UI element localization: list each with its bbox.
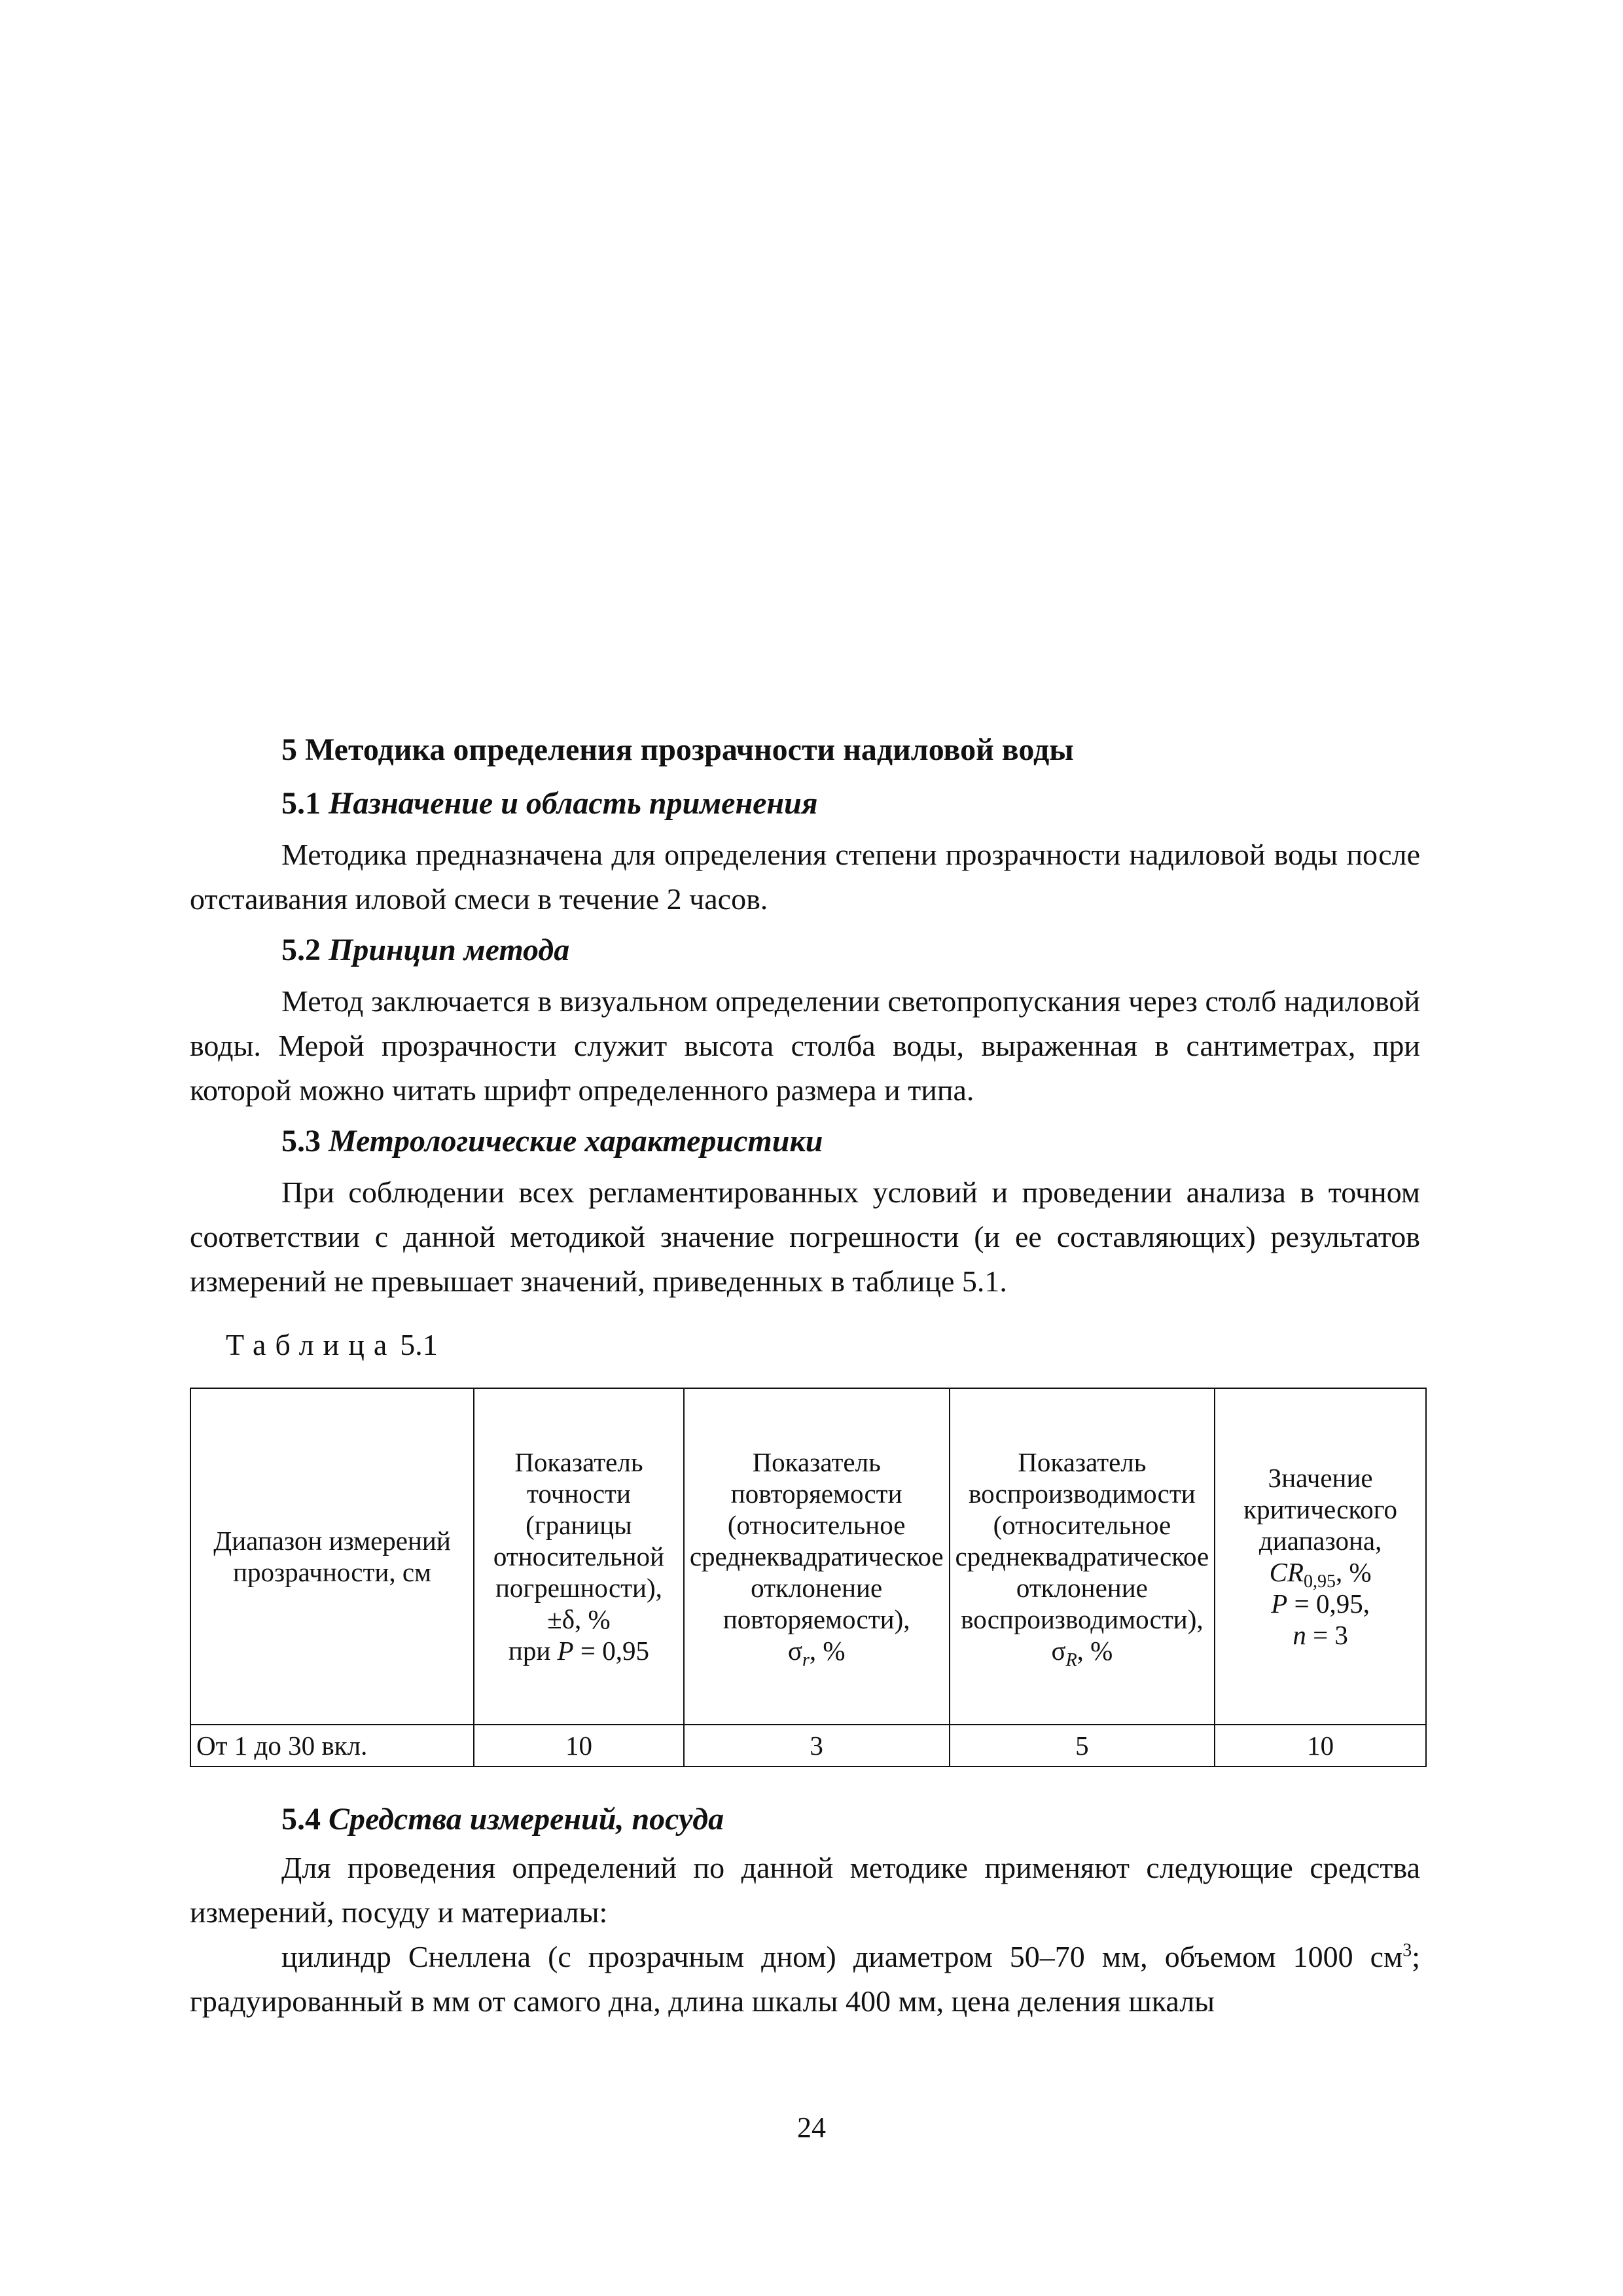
subsection-title: Назначение и область применения: [329, 786, 818, 821]
paragraph-5-3: При соблюдении всех регламентированных условий и проведении анализа в точном соответствии с данной методикой значение погрешности (и ее составляющих) результатов измерений не превышает значений, приведенных в таблице 5.1.: [190, 1175, 1420, 1298]
subsection-number: 5.1: [281, 786, 321, 821]
header-accuracy-cond: при: [508, 1636, 558, 1666]
subsection-title: Принцип метода: [329, 933, 570, 967]
cell-repeatability: 3: [684, 1725, 950, 1767]
table-caption: [226, 1327, 438, 1362]
subsection-number: 5.2: [281, 933, 321, 967]
header-accuracy-pval: = 0,95: [573, 1636, 649, 1666]
header-repeatability-sigma: σ: [787, 1636, 802, 1666]
cell-critical: 10: [1215, 1725, 1426, 1767]
header-critical-n: n: [1293, 1620, 1306, 1650]
header-reproducibility-unit: , %: [1077, 1636, 1113, 1666]
section-heading: 5 Методика определения прозрачности надиловой воды: [281, 732, 1074, 767]
subsection-heading-5-1: [281, 785, 818, 821]
table-header-row: [190, 1388, 1426, 1725]
item-superscript: 3: [1402, 1940, 1412, 1961]
header-repeatability-sub: r: [802, 1650, 810, 1671]
table-row: [190, 1725, 1426, 1767]
subsection-number: 5.3: [281, 1124, 321, 1158]
page-number: 24: [797, 2111, 826, 2144]
paragraph-5-4-item: [190, 1935, 1420, 2024]
header-repeatability-unit: , %: [809, 1636, 846, 1666]
header-accuracy: [474, 1388, 684, 1725]
subsection-number: 5.4: [281, 1802, 321, 1837]
table-caption-word: Таблица: [226, 1328, 397, 1361]
subsection-title: Метрологические характеристики: [329, 1124, 823, 1158]
cell-reproducibility: 5: [950, 1725, 1215, 1767]
header-accuracy-p: P: [557, 1636, 574, 1666]
header-reproducibility-sigma: σ: [1051, 1636, 1066, 1666]
cell-range: От 1 до 30 вкл.: [190, 1725, 474, 1767]
header-critical-pval: = 0,95,: [1287, 1588, 1370, 1619]
header-repeatability: [684, 1388, 950, 1725]
cell-accuracy: 10: [474, 1725, 684, 1767]
table-caption-number: 5.1: [400, 1328, 438, 1361]
header-reproducibility: [950, 1388, 1215, 1725]
paragraph-5-4: Для проведения определений по данной методике применяют следующие средства измерений, посуду и материалы:: [190, 1851, 1420, 1929]
header-critical-p: P: [1271, 1588, 1288, 1619]
header-range: [190, 1388, 474, 1725]
subsection-heading-5-3: [281, 1123, 823, 1159]
header-critical-range: [1215, 1388, 1426, 1725]
header-range-text: Диапазон измерений прозрачности, см: [213, 1526, 451, 1587]
header-repeatability-text: Показатель повторяемости (относительное среднеквадратическое отклонение повторяемости),: [689, 1447, 944, 1634]
paragraph-5-1: Методика предназначена для определения степени прозрачности надиловой воды после отстаивания иловой смеси в течение 2 часов.: [190, 838, 1420, 916]
header-reproducibility-sub: R: [1065, 1650, 1077, 1671]
header-critical-unit: , %: [1336, 1557, 1372, 1587]
header-critical-nval: = 3: [1306, 1620, 1348, 1650]
header-accuracy-symbol: ±δ, %: [547, 1604, 611, 1634]
header-critical-text: Значение критического диапазона,: [1243, 1463, 1398, 1556]
subsection-heading-5-4: [281, 1801, 724, 1837]
header-critical-cr-sub: 0,95: [1304, 1571, 1336, 1592]
item-text-a: цилиндр Снеллена (с прозрачным дном) диаметром 50–70 мм, объемом 1000 см: [281, 1940, 1403, 1973]
header-reproducibility-text: Показатель воспроизводимости (относительное среднеквадратическое отклонение воспроизводимости),: [955, 1447, 1209, 1634]
subsection-heading-5-2: [281, 932, 569, 968]
paragraph-5-2: Метод заключается в визуальном определении светопропускания через столб надиловой воды. Мерой прозрачности служит высота столба воды, выраженная в сантиметрах, при которой можно читать шрифт определенного размера и типа.: [190, 984, 1420, 1107]
item-text-b: ; градуированный в мм от самого дна, длина шкалы 400 мм, цена деления шкалы: [190, 1940, 1420, 2018]
header-accuracy-text: Показатель точности (границы относительной погрешности),: [493, 1447, 664, 1603]
header-critical-cr: CR: [1269, 1557, 1304, 1587]
subsection-title: Средства измерений, посуда: [329, 1802, 724, 1837]
metrology-table: [190, 1388, 1427, 1767]
